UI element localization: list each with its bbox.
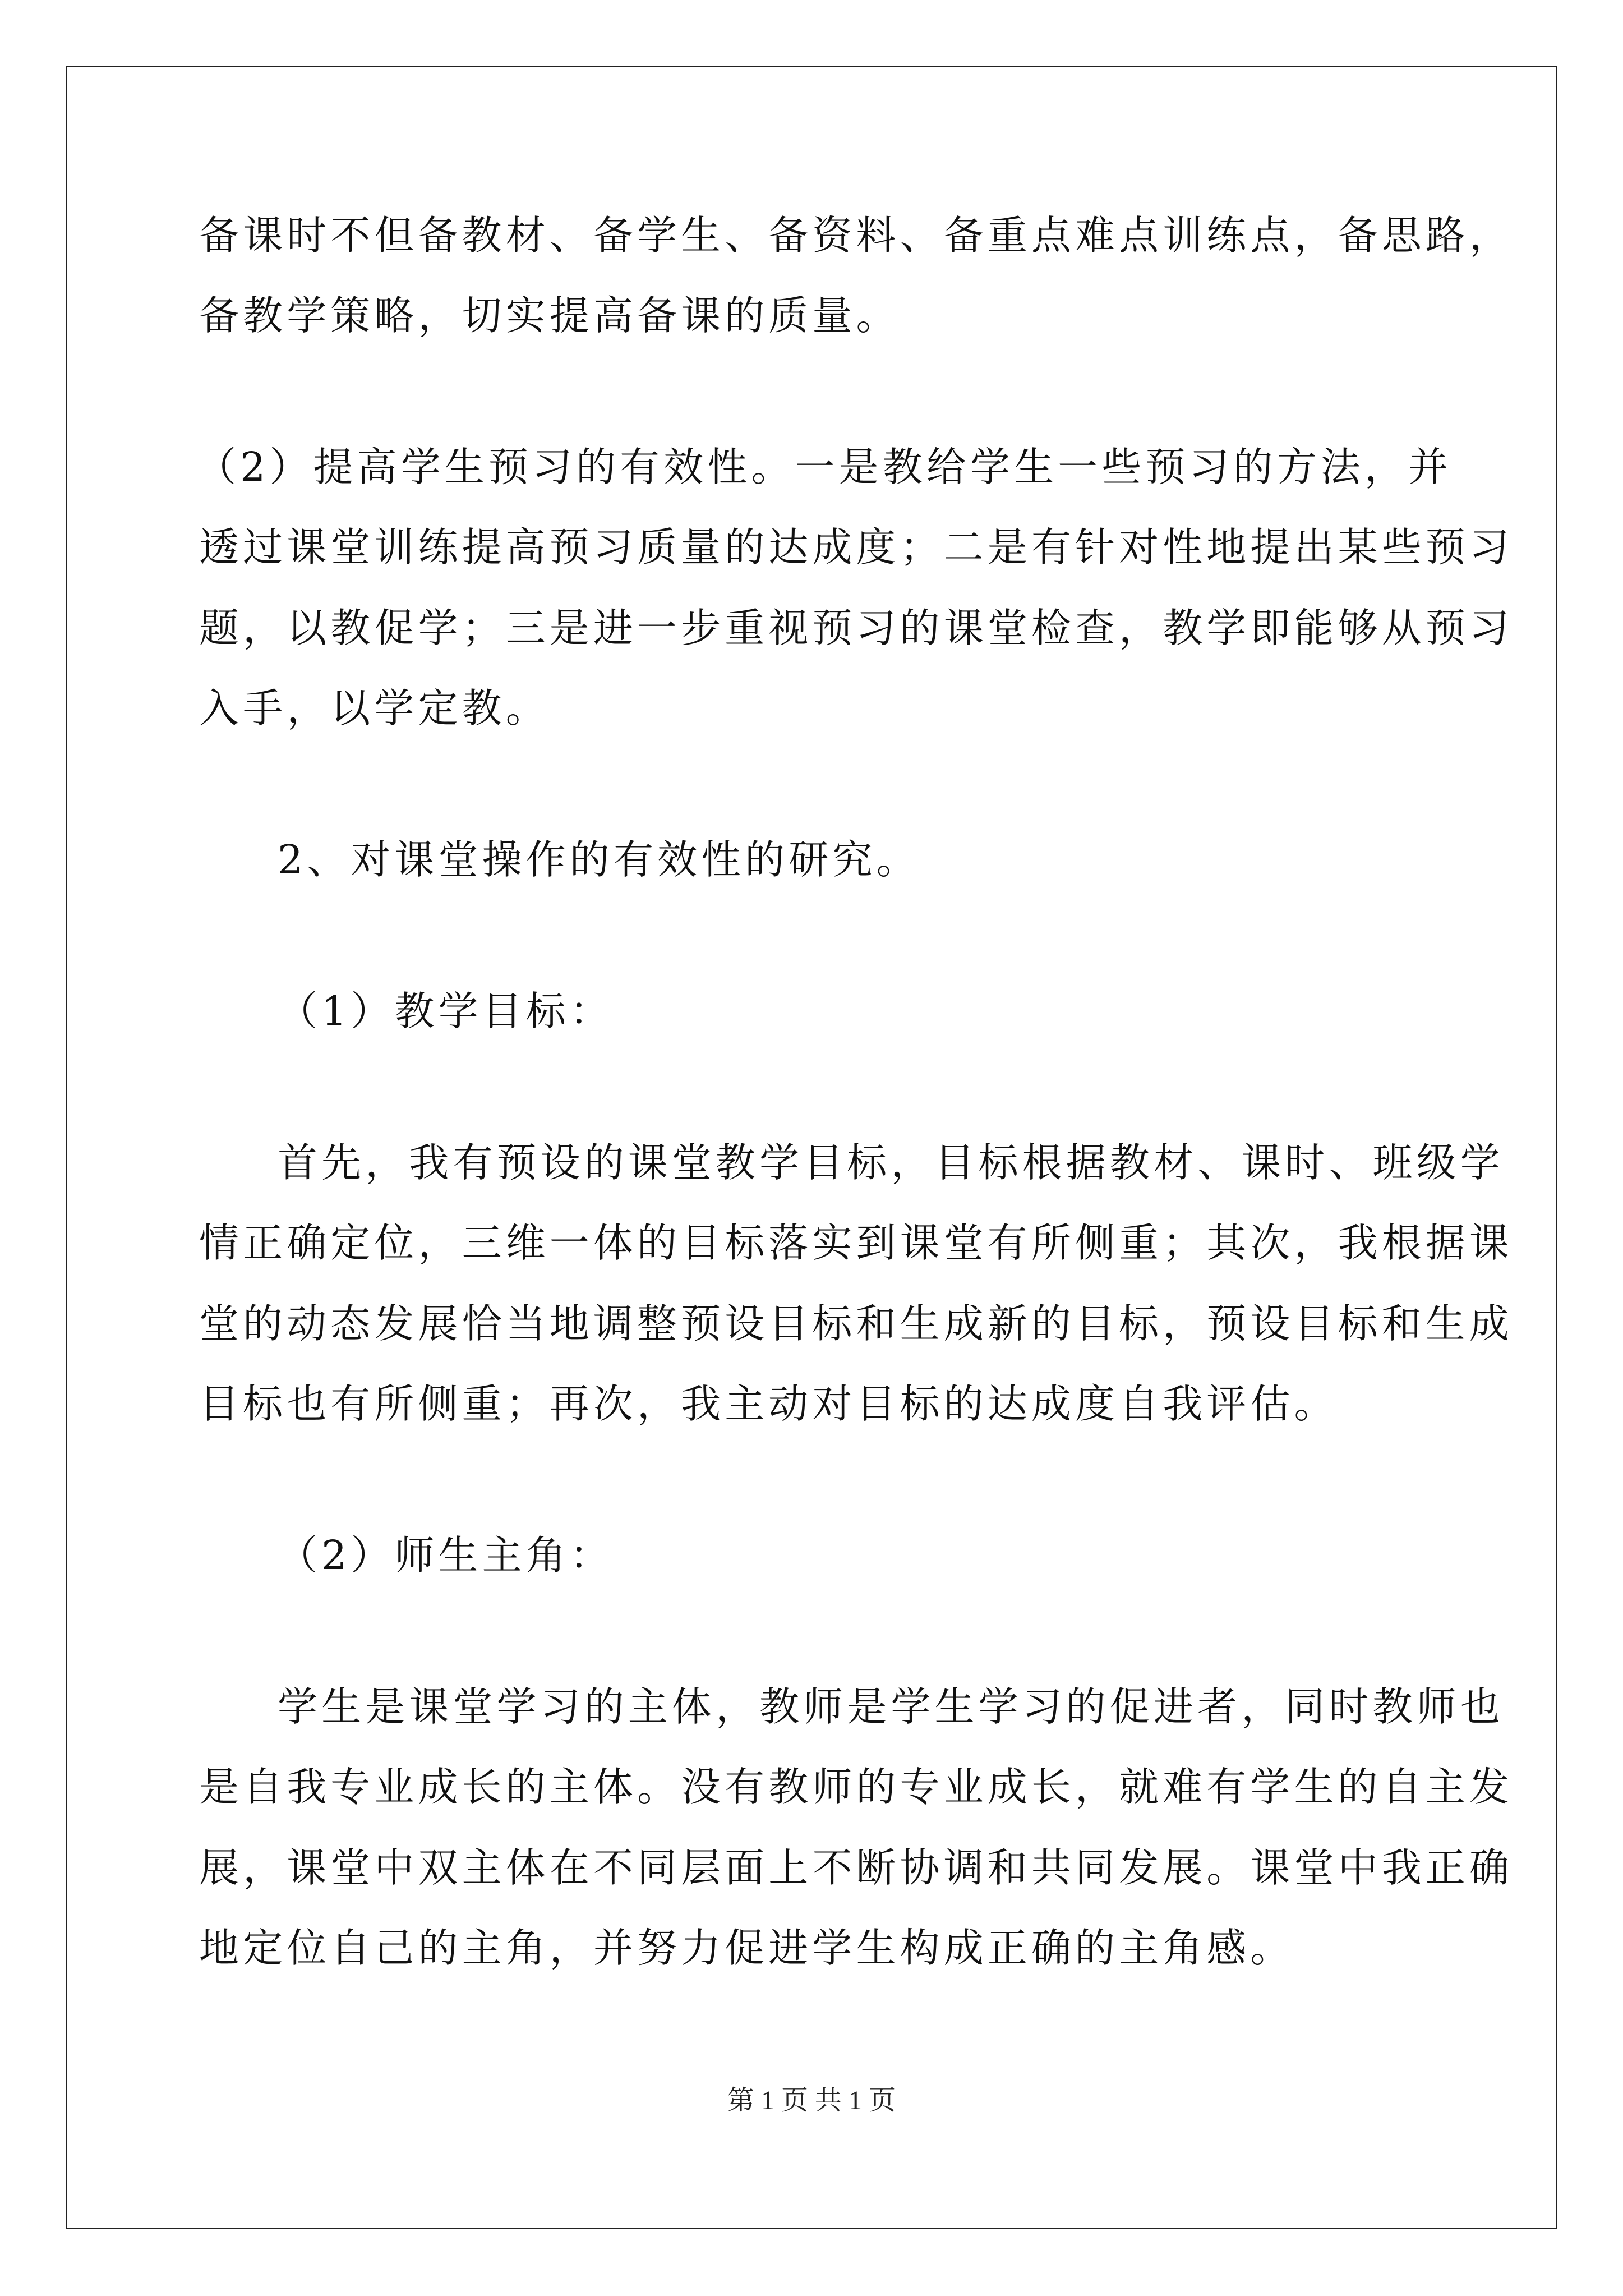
- text-line: 是自我专业成长的主体。没有教师的专业成长，就难有学生的自主发: [199, 1764, 1514, 1810]
- text-line: 目标也有所侧重；再次，我主动对目标的达成度自我评估。: [199, 1381, 1338, 1427]
- text-line: （2）提高学生预习的有效性。一是教给学生一些预习的方法，并: [196, 444, 1453, 490]
- text-line: 堂的动态发展恰当地调整预设目标和生成新的目标，预设目标和生成: [199, 1300, 1514, 1347]
- text-line: 地定位自己的主角，并努力促进学生构成正确的主角感。: [199, 1925, 1294, 1971]
- subsection-heading: （1）教学目标：: [278, 988, 614, 1034]
- page-number-footer: 第 1 页 共 1 页: [727, 2086, 896, 2115]
- text-line: 情正确定位，三维一体的目标落实到课堂有所侧重；其次，我根据课: [199, 1220, 1514, 1266]
- text-line: 备教学策略，切实提高备课的质量。: [199, 292, 900, 339]
- section-heading: 2、对课堂操作的有效性的研究。: [278, 836, 920, 883]
- subsection-heading: （2）师生主角：: [278, 1532, 614, 1579]
- text-line: 展，课堂中双主体在不同层面上不断协调和共同发展。课堂中我正确: [199, 1844, 1514, 1891]
- text-line: 首先，我有预设的课堂教学目标，目标根据教材、课时、班级学: [278, 1139, 1504, 1186]
- text-line: 透过课堂训练提高预习质量的达成度；二是有针对性地提出某些预习: [199, 524, 1514, 570]
- text-line: 题，以教促学；三是进一步重视预习的课堂检查，教学即能够从预习: [199, 605, 1514, 651]
- text-line: 学生是课堂学习的主体，教师是学生学习的促进者，同时教师也: [278, 1683, 1504, 1730]
- text-line: 入手，以学定教。: [199, 685, 550, 731]
- text-line: 备课时不但备教材、备学生、备资料、备重点难点训练点，备思路，: [199, 212, 1514, 259]
